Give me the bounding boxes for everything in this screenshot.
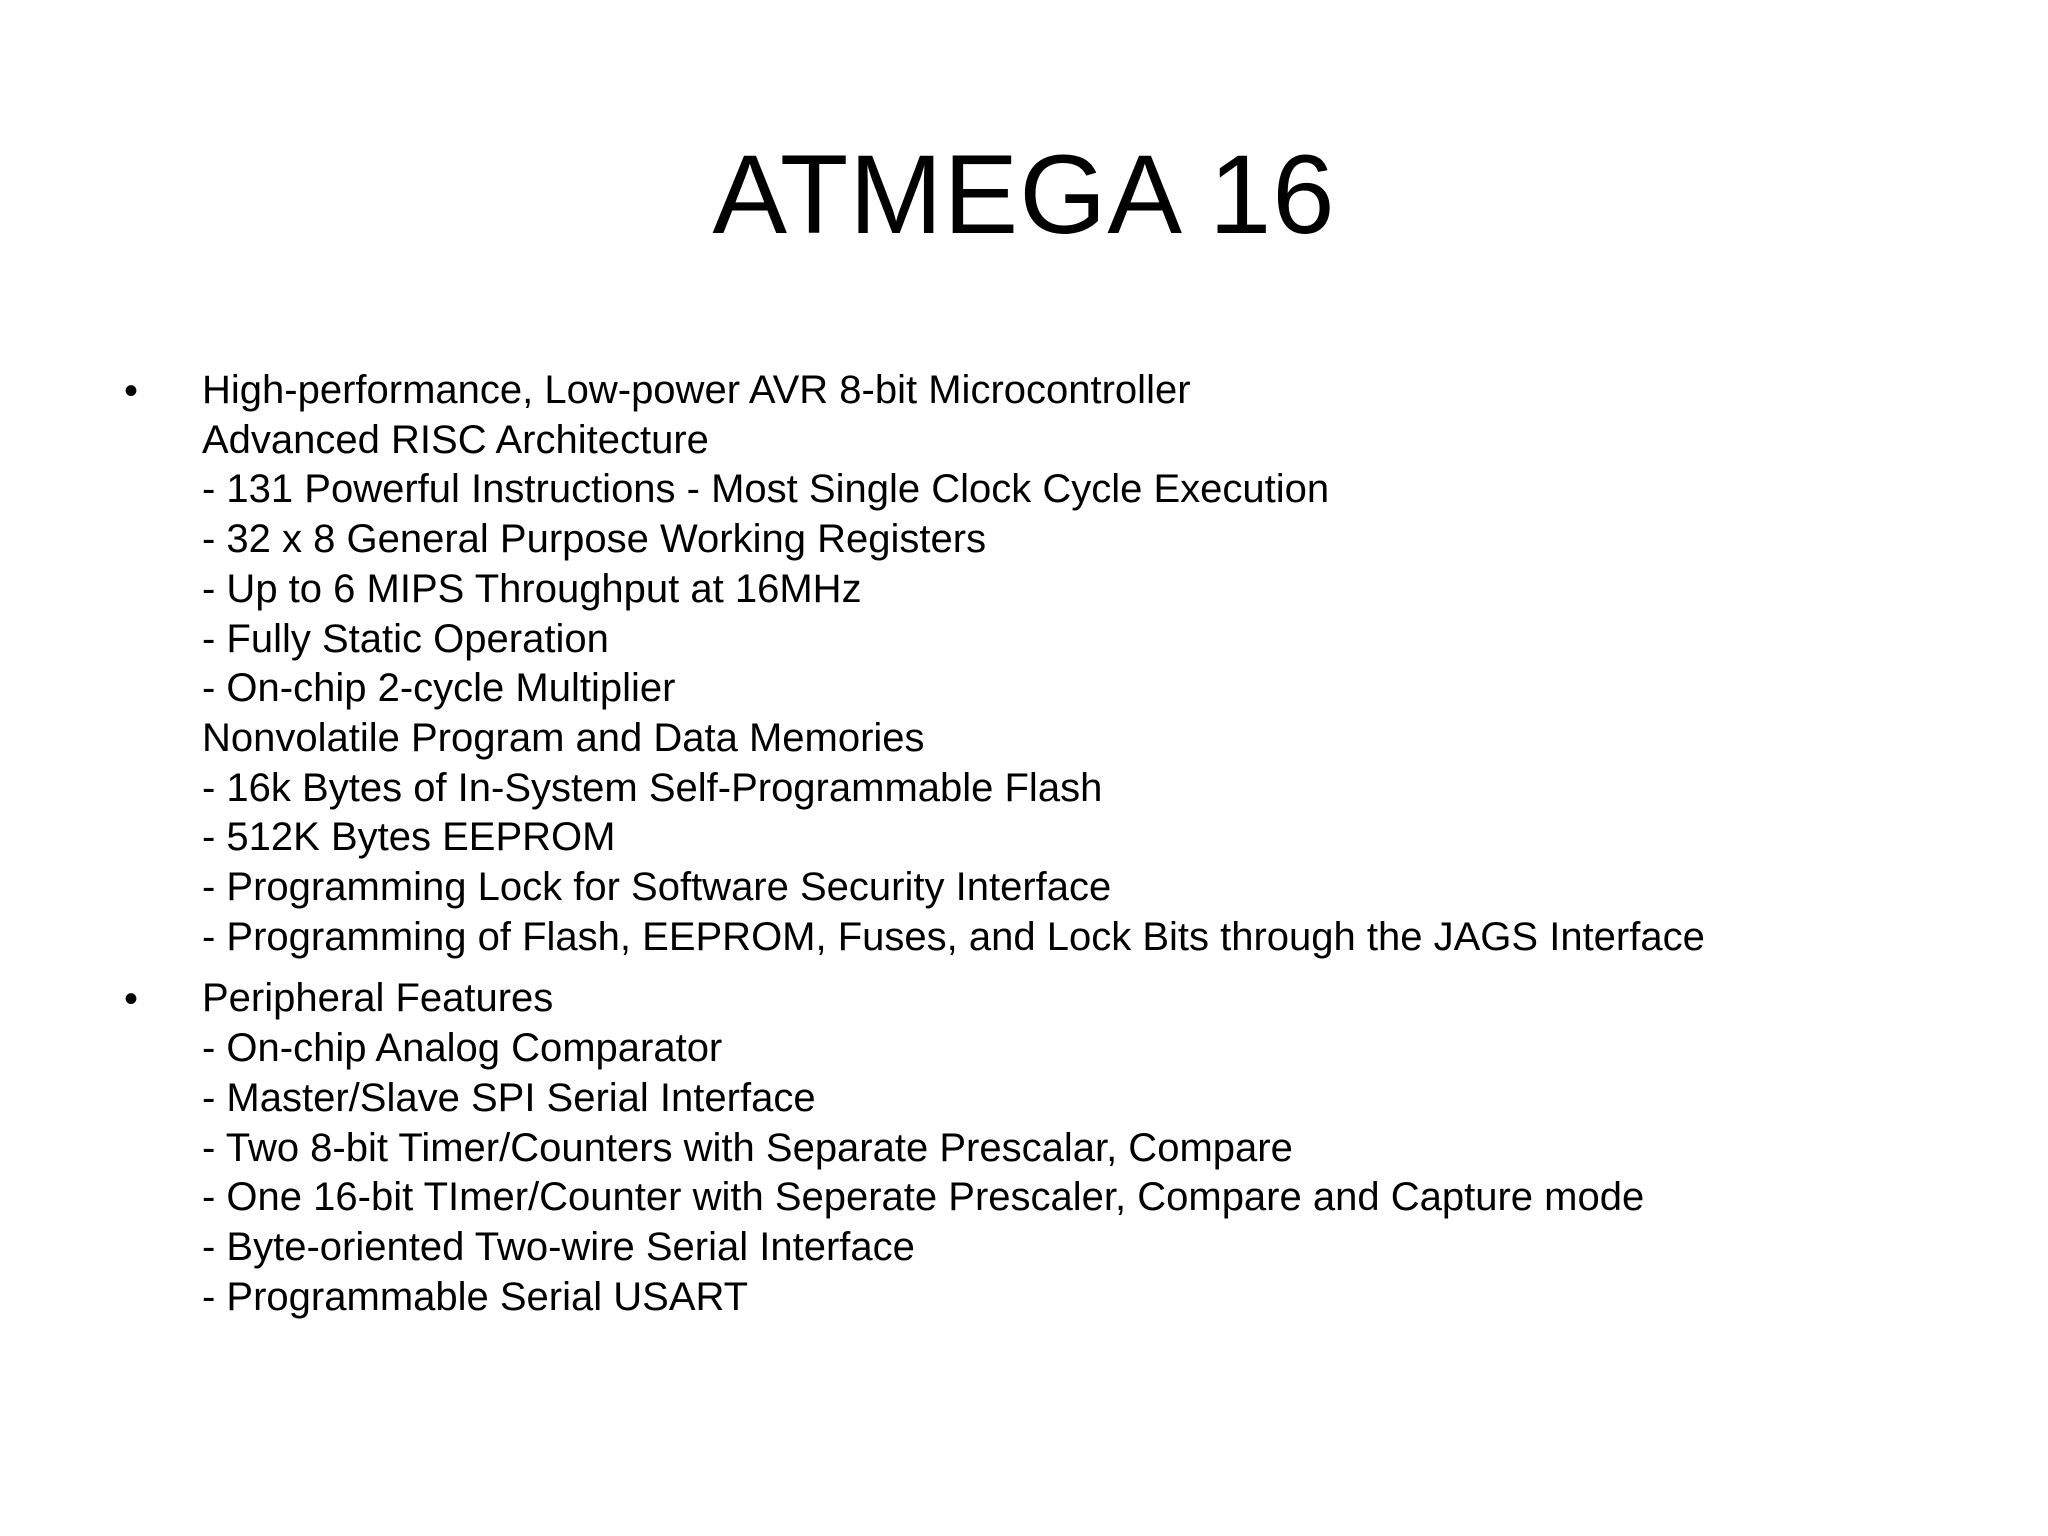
bullet-line: Advanced RISC Architecture: [202, 417, 709, 462]
bullet-line: - 32 x 8 General Purpose Working Registers: [202, 517, 987, 562]
bullet-line: - One 16-bit TImer/Counter with Seperate Prescaler, Compare and Capture mode: [202, 1175, 1645, 1220]
bullet-line: Nonvolatile Program and Data Memories: [202, 715, 925, 760]
bullet-line: - Fully Static Operation: [202, 616, 609, 661]
bullet-item-peripheral-features: [124, 974, 1984, 1322]
bullet-line: Peripheral Features: [202, 976, 554, 1021]
bullet-line: - 512K Bytes EEPROM: [202, 815, 616, 860]
bullet-line: - Programming Lock for Software Security Interface: [202, 865, 1112, 910]
bullet-item-architecture: [124, 366, 1984, 962]
bullet-line: - Master/Slave SPI Serial Interface: [202, 1075, 816, 1120]
bullet-line: - Programming of Flash, EEPROM, Fuses, and Lock Bits through the JAGS Interface: [202, 914, 1705, 959]
bullet-line: - On-chip 2-cycle Multiplier: [202, 666, 676, 711]
bullet-line: - On-chip Analog Comparator: [202, 1026, 723, 1071]
bullet-dot-icon: •: [124, 977, 139, 1022]
bullet-line: - 131 Powerful Instructions - Most Single Clock Cycle Execution: [202, 467, 1330, 512]
bullet-line: - Up to 6 MIPS Throughput at 16MHz: [202, 566, 862, 611]
slide-title: ATMEGA 16: [712, 132, 1336, 257]
bullet-line: - Two 8-bit Timer/Counters with Separate Prescalar, Compare: [202, 1125, 1293, 1170]
bullet-line: High-performance, Low-power AVR 8-bit Microcontroller: [202, 368, 1191, 412]
bullet-list: [124, 366, 1984, 1334]
bullet-line: - Byte-oriented Two-wire Serial Interface: [202, 1224, 915, 1269]
bullet-dot-icon: •: [124, 369, 139, 413]
bullet-line: - Programmable Serial USART: [202, 1274, 749, 1319]
bullet-line: - 16k Bytes of In-System Self-Programmable Flash: [202, 765, 1103, 810]
